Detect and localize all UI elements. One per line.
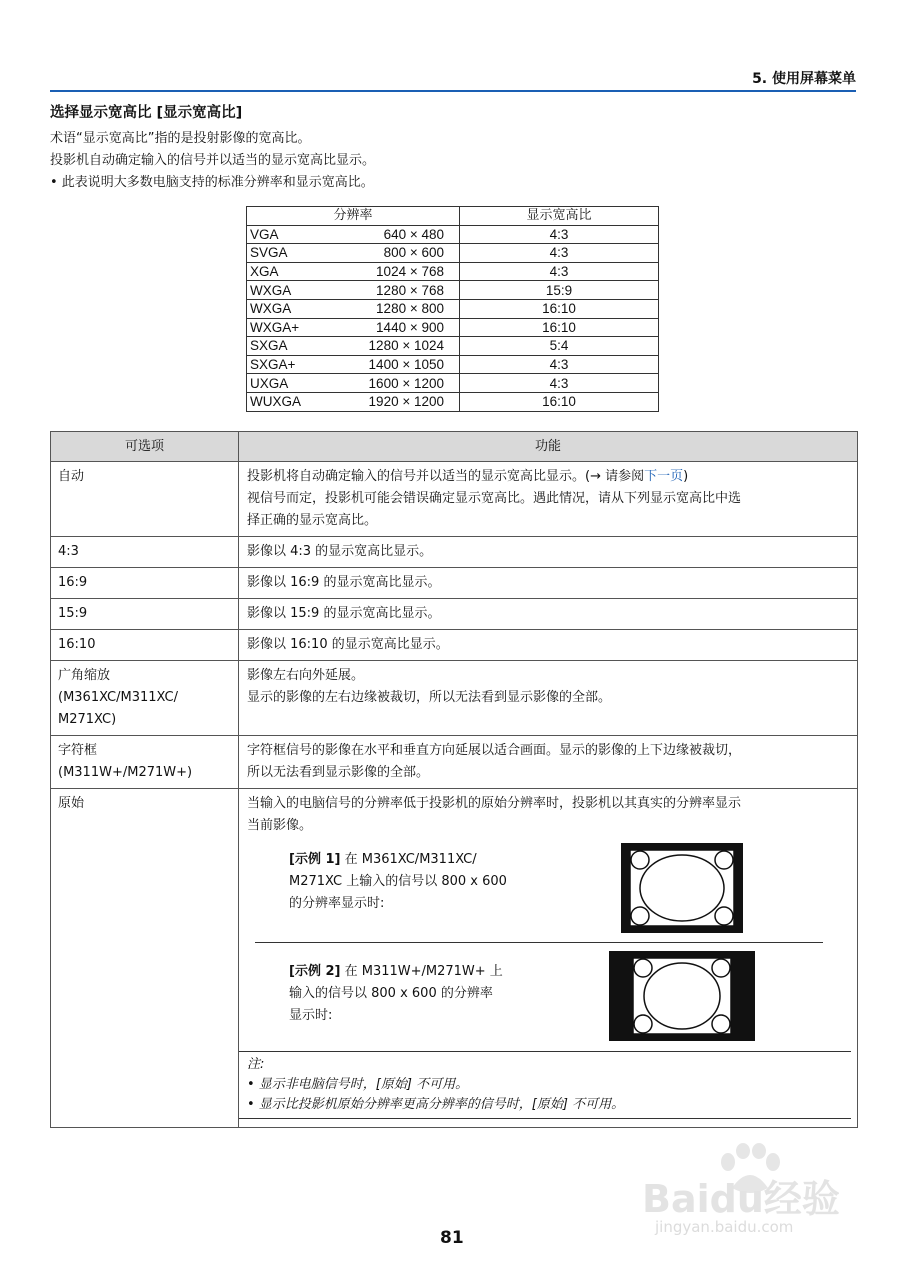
desc-text: 视信号而定，投影机可能会错误确定显示宽高比。遇此情况，请从下列显示宽高比中选 (247, 491, 742, 506)
table-row (247, 299, 659, 318)
resolution-table-header (247, 207, 659, 226)
table-row (247, 262, 659, 281)
option-name: 16:9 (51, 568, 239, 598)
desc-text: 投影机将自动确定输入的信号并以适当的显示宽高比显示。(→ 请参阅 (247, 469, 645, 484)
column-header-resolution: 分辨率 (247, 207, 460, 226)
column-header-option: 可选项 (51, 432, 239, 461)
desc-text: ) (683, 469, 689, 484)
option-name: 15:9 (51, 599, 239, 629)
option-description: 影像以 16:10 的显示宽高比显示。 (247, 637, 449, 652)
res-aspect: 4:3 (460, 244, 659, 263)
section-title: 选择显示宽高比 [显示宽高比] (50, 105, 243, 121)
option-name-line: 字符框 (58, 743, 98, 758)
note-title: 注: (247, 1057, 265, 1072)
option-row-letterbox (51, 735, 857, 788)
page-number: 81 (440, 1228, 464, 1248)
note-item: • 显示非电脑信号时，[原始] 不可用。 (247, 1077, 469, 1092)
note-block (247, 1055, 624, 1115)
watermark-url: jingyan.baidu.com (655, 1218, 794, 1236)
table-row (247, 392, 659, 411)
option-name: 4:3 (51, 537, 239, 567)
res-aspect: 15:9 (460, 281, 659, 300)
intro-line: • 此表说明大多数电脑支持的标准分辨率和显示宽高比。 (50, 175, 374, 190)
desc-text: 显示的影像的左右边缘被裁切，所以无法看到显示影像的全部。 (247, 690, 612, 705)
option-name (51, 736, 239, 788)
option-row-auto (51, 461, 857, 536)
example-divider (255, 942, 823, 943)
option-name: 原始 (51, 789, 239, 1127)
res-aspect: 4:3 (460, 225, 659, 244)
res-dims: 800 × 600 (383, 245, 444, 261)
option-description: 影像以 16:9 的显示宽高比显示。 (247, 575, 441, 590)
res-aspect: 16:10 (460, 392, 659, 411)
option-description (239, 736, 857, 788)
res-dims: 1280 × 800 (376, 301, 444, 317)
option-name: 16:10 (51, 630, 239, 660)
desc-text: 字符框信号的影像在水平和垂直方向延展以适合画面。显示的影像的上下边缘被裁切， (247, 743, 742, 758)
res-name: SXGA+ (250, 357, 296, 373)
res-name: WXGA+ (250, 319, 300, 335)
note-rule-top (239, 1051, 851, 1052)
note-item: • 显示比投影机原始分辨率更高分辨率的信号时，[原始] 不可用。 (247, 1097, 625, 1112)
option-row-wide-zoom (51, 660, 857, 735)
table-row (247, 244, 659, 263)
intro-line: 术语“显示宽高比”指的是投射影像的宽高比。 (50, 131, 311, 146)
option-name-line: (M311W+/M271W+) (58, 765, 193, 780)
desc-text: 当前影像。 (247, 818, 313, 833)
option-name-line: M271XC) (58, 712, 117, 727)
res-aspect: 5:4 (460, 337, 659, 356)
option-description (239, 661, 857, 735)
option-description (239, 462, 857, 536)
res-name: XGA (250, 264, 279, 280)
res-aspect: 4:3 (460, 355, 659, 374)
option-row-15-9 (51, 598, 857, 629)
table-row (247, 318, 659, 337)
options-table-header (51, 432, 857, 461)
option-row-16-10 (51, 629, 857, 660)
chapter-header: 5. 使用屏幕菜单 (752, 71, 856, 87)
desc-text: 择正确的显示宽高比。 (247, 513, 378, 528)
res-name: SXGA (250, 338, 288, 354)
note-rule-bottom (239, 1118, 851, 1119)
option-row-4-3 (51, 536, 857, 567)
res-name: SVGA (250, 245, 288, 261)
res-aspect: 4:3 (460, 374, 659, 393)
example-2-text: [示例 2] 在 M311W+/M271W+ 上 输入的信号以 800 x 600 的分辨率 显示时: (289, 964, 503, 1023)
header-rule (50, 90, 856, 92)
res-aspect: 16:10 (460, 318, 659, 337)
option-row-16-9 (51, 567, 857, 598)
res-dims: 1024 × 768 (376, 264, 444, 280)
column-header-function: 功能 (534, 439, 561, 454)
res-name: WXGA (250, 301, 292, 317)
resolution-table (246, 206, 659, 412)
desc-text: 当输入的电脑信号的分辨率低于投影机的原始分辨率时，投影机以其真实的分辨率显示 (247, 796, 742, 811)
res-name: VGA (250, 226, 279, 242)
res-aspect: 16:10 (460, 299, 659, 318)
example-1-diagram (621, 843, 743, 933)
res-name: WXGA (250, 282, 292, 298)
res-dims: 1400 × 1050 (368, 357, 444, 373)
res-dims: 1280 × 1024 (368, 338, 444, 354)
desc-text: 影像左右向外延展。 (247, 668, 365, 683)
res-name: WUXGA (250, 394, 302, 410)
example-1-text: [示例 1] 在 M361XC/M311XC/ M271XC 上输入的信号以 800 x 600 的分辨率显示时: (289, 852, 507, 911)
res-dims: 1600 × 1200 (368, 375, 444, 391)
table-row (247, 337, 659, 356)
res-aspect: 4:3 (460, 262, 659, 281)
option-name: 自动 (51, 462, 239, 536)
column-header-aspect: 显示宽高比 (460, 207, 659, 226)
next-page-link[interactable]: 下一页 (644, 469, 684, 484)
watermark-brand: Baidu经验 (642, 1177, 840, 1221)
desc-text: 所以无法看到显示影像的全部。 (247, 765, 430, 780)
res-name: UXGA (250, 375, 289, 391)
example-2-diagram (609, 951, 755, 1041)
option-description: 影像以 4:3 的显示宽高比显示。 (247, 544, 433, 559)
table-row (247, 374, 659, 393)
option-name-line: (M361XC/M311XC/ (58, 690, 178, 705)
option-description (239, 789, 857, 1127)
option-description: 影像以 15:9 的显示宽高比显示。 (247, 606, 441, 621)
intro-line: 投影机自动确定输入的信号并以适当的显示宽高比显示。 (50, 153, 376, 168)
table-row (247, 225, 659, 244)
option-row-native (51, 788, 857, 1127)
option-name (51, 661, 239, 735)
res-dims: 640 × 480 (383, 226, 444, 242)
table-row (247, 355, 659, 374)
options-table (50, 431, 858, 1128)
example-label: [示例 2] (289, 964, 341, 979)
option-name-line: 广角缩放 (58, 668, 111, 683)
table-row (247, 281, 659, 300)
res-dims: 1280 × 768 (376, 282, 444, 298)
res-dims: 1440 × 900 (376, 319, 444, 335)
res-dims: 1920 × 1200 (368, 394, 444, 410)
example-label: [示例 1] (289, 852, 341, 867)
